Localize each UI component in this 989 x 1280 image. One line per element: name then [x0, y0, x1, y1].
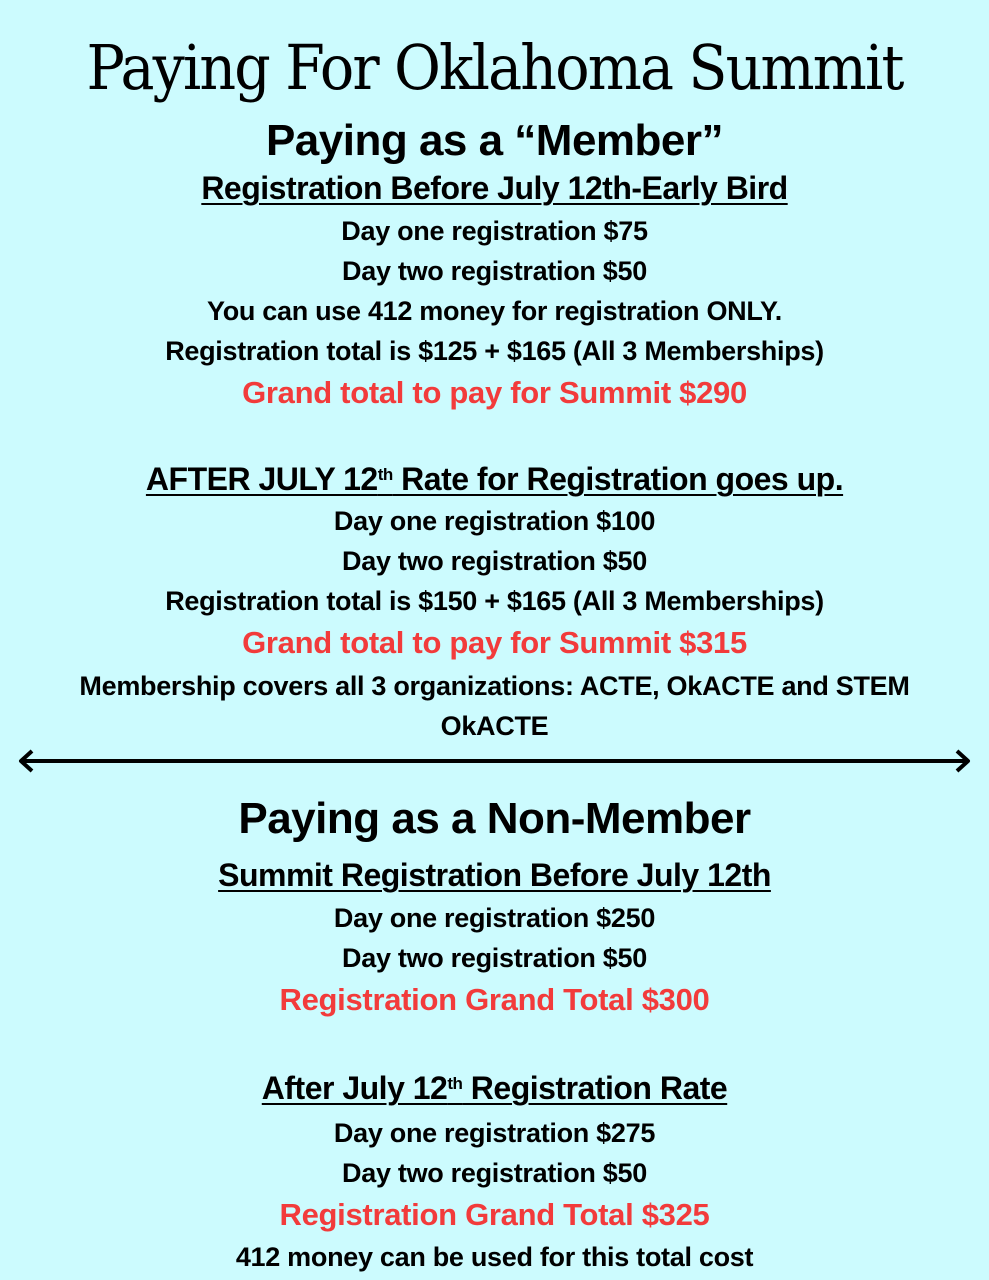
member-early-grand-total: Grand total to pay for Summit $290 — [242, 375, 747, 410]
subheading-text: AFTER JULY 12 — [145, 461, 378, 497]
member-late-line: Day two registration $50 — [342, 546, 647, 576]
non-member-early-grand-total: Registration Grand Total $300 — [279, 982, 710, 1017]
non-member-heading: Paying as a Non-Member — [238, 794, 751, 843]
double-arrow-icon — [18, 748, 971, 774]
non-member-late-grand-total: Registration Grand Total $325 — [279, 1197, 710, 1232]
non-member-late-subheading — [0, 1068, 989, 1108]
member-early-line: You can use 412 money for registration ONLY. — [207, 296, 782, 326]
non-member-late-line: Day one registration $275 — [333, 1118, 656, 1148]
member-early-line: Registration total is $125 + $165 (All 3 Memberships) — [165, 336, 824, 366]
member-heading: Paying as a “Member” — [265, 116, 724, 165]
non-member-note: 412 money can be used for this total cost — [235, 1242, 754, 1272]
member-late-line: Day one registration $100 — [333, 506, 656, 536]
member-early-line: Day one registration $75 — [341, 216, 648, 246]
subheading-text: Registration Rate — [462, 1070, 728, 1106]
membership-note: Membership covers all 3 organizations: ACTE, OkACTE and STEM — [79, 671, 910, 701]
non-member-early-line: Day two registration $50 — [342, 943, 647, 973]
non-member-early-line: Day one registration $250 — [333, 903, 656, 933]
superscript: th — [447, 1074, 463, 1093]
non-member-early-subheading: Summit Registration Before July 12th — [218, 857, 771, 893]
member-early-subheading: Registration Before July 12th-Early Bird — [201, 170, 788, 206]
member-late-grand-total: Grand total to pay for Summit $315 — [242, 625, 747, 660]
member-late-line: Registration total is $150 + $165 (All 3 Memberships) — [165, 586, 824, 616]
page-title: Paying For Oklahoma Summit — [86, 31, 903, 104]
subheading-text: After July 12 — [261, 1070, 448, 1106]
non-member-late-line: Day two registration $50 — [342, 1158, 647, 1188]
member-late-subheading — [0, 459, 989, 499]
membership-note: OkACTE — [440, 711, 549, 741]
superscript: th — [377, 465, 393, 484]
subheading-text: Rate for Registration goes up. — [392, 461, 844, 497]
member-early-line: Day two registration $50 — [342, 256, 647, 286]
